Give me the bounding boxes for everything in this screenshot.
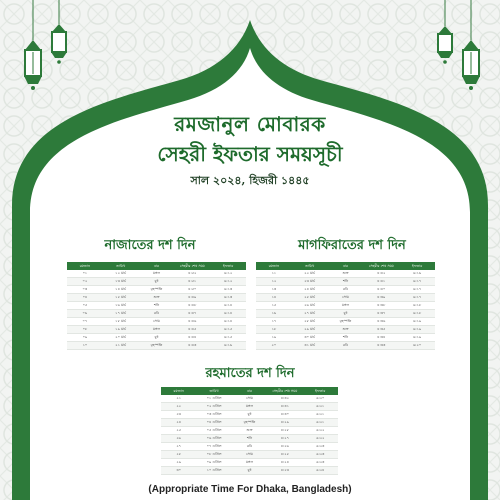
table-cell: ৬:১৩	[210, 286, 246, 294]
table-cell: ০৫	[67, 302, 103, 310]
table-cell: ৬:১৮	[399, 310, 435, 318]
table-cell: রবি	[139, 310, 175, 318]
table-cell: বৃহস্পতি	[232, 419, 267, 427]
table-row	[67, 286, 246, 294]
table-row	[161, 451, 338, 459]
table-cell: রবি	[328, 342, 364, 350]
table-cell: ৬:১৯	[399, 318, 435, 326]
table-cell: শুক্র	[232, 427, 267, 435]
table-cell: ৪:২৫	[267, 451, 302, 459]
table-cell: ৬:১৭	[399, 294, 435, 302]
table-cell: ১৭ মার্চ	[103, 310, 139, 318]
hanging-lantern-icon	[20, 0, 46, 100]
table-cell: ৬:১২	[210, 278, 246, 286]
table-cell: ০৬ এপ্রিল	[196, 435, 231, 443]
table-cell: ১৩	[256, 286, 292, 294]
table-cell: বৃহস্পতি	[328, 318, 364, 326]
table-cell: ০৫ এপ্রিল	[196, 427, 231, 435]
table-cell: ৪:৪৪	[174, 334, 210, 342]
table-row	[256, 326, 435, 334]
table-cell: ৪:৪৯	[174, 294, 210, 302]
table-cell: ৪:৩১	[267, 403, 302, 411]
table-row	[161, 411, 338, 419]
column-header: ইফতার	[222, 263, 234, 268]
table-row	[256, 270, 435, 278]
table-row	[161, 443, 338, 451]
column-header: বার	[153, 263, 159, 268]
column-header: তারিখ	[209, 388, 219, 393]
table-cell: ৬:২৪	[303, 467, 338, 475]
table-cell: ৬:১৮	[399, 302, 435, 310]
table-cell: ২৪	[161, 419, 196, 427]
table-cell: ২৯ মার্চ	[292, 326, 328, 334]
table-row	[256, 302, 435, 310]
table-cell: মঙ্গল	[139, 270, 175, 278]
table-cell: ২৩ মার্চ	[292, 278, 328, 286]
table-row	[161, 427, 338, 435]
table-cell: ৪:৩০	[267, 411, 302, 419]
table-cell: ১৯ মার্চ	[103, 326, 139, 334]
column-header: রমজান	[268, 263, 280, 268]
column-header: তারিখ	[116, 263, 126, 268]
schedule-table-first	[67, 262, 246, 350]
table-cell: ৪:৫২	[174, 270, 210, 278]
table-cell: ৬:২৩	[303, 451, 338, 459]
table-cell: ১৪ মার্চ	[103, 286, 139, 294]
table-cell: ২৩	[161, 411, 196, 419]
table-row	[67, 334, 246, 342]
table-cell: ২৭	[161, 443, 196, 451]
table-cell: ৬:১৯	[399, 334, 435, 342]
table-cell: ২২ মার্চ	[292, 270, 328, 278]
table-cell: ৪:৩২	[267, 395, 302, 403]
table-cell: ৪:২৩	[267, 467, 302, 475]
table-cell: বৃহস্পতি	[139, 286, 175, 294]
table-row	[161, 403, 338, 411]
table-cell: শুক্র	[328, 270, 364, 278]
table-cell: ৪:৪৭	[174, 310, 210, 318]
table-cell: ১১	[256, 270, 292, 278]
table-cell: বুধ	[139, 334, 175, 342]
table-cell: ৬:১৬	[399, 270, 435, 278]
table-cell: ১৫ মার্চ	[103, 294, 139, 302]
table-cell: ১৯	[256, 334, 292, 342]
location-note: (Appropriate Time For Dhaka, Bangladesh)	[148, 484, 352, 495]
table-cell: ০৬	[67, 310, 103, 318]
table-row	[67, 342, 246, 350]
table-cell: বুধ	[232, 411, 267, 419]
table-cell: মঙ্গল	[232, 403, 267, 411]
table-row	[161, 419, 338, 427]
table-cell: ২৫ মার্চ	[292, 294, 328, 302]
table-row	[67, 318, 246, 326]
table-row	[256, 342, 435, 350]
table-cell: রবি	[232, 443, 267, 451]
table-cell: ২১	[161, 395, 196, 403]
table-cell: ৬:২৩	[303, 459, 338, 467]
table-cell: রবি	[328, 286, 364, 294]
table-cell: ২৬	[161, 435, 196, 443]
page-subtitle: সেহরী ইফতার সময়সূচী	[157, 142, 343, 166]
table-row	[67, 270, 246, 278]
table-cell: ১২ মার্চ	[103, 270, 139, 278]
table-row	[161, 435, 338, 443]
hanging-lantern-icon	[458, 0, 484, 100]
table-row	[67, 326, 246, 334]
table-cell: ১৮	[256, 326, 292, 334]
table-cell: ২৯	[161, 459, 196, 467]
table-cell: ০৩ এপ্রিল	[196, 411, 231, 419]
column-header: তারিখ	[305, 263, 315, 268]
table-cell: ২২	[161, 403, 196, 411]
table-cell: ১৮ মার্চ	[103, 318, 139, 326]
table-cell: ৬:২২	[303, 435, 338, 443]
table-cell: ৬:২০	[399, 342, 435, 350]
table-cell: ৪:৪১	[363, 278, 399, 286]
table-cell: সোম	[328, 294, 364, 302]
table-cell: ০৪ এপ্রিল	[196, 419, 231, 427]
table-row	[67, 302, 246, 310]
table-cell: বুধ	[232, 467, 267, 475]
table-cell: ০১ এপ্রিল	[196, 395, 231, 403]
table-cell: শনি	[328, 278, 364, 286]
table-cell: ২০ মার্চ	[103, 334, 139, 342]
hanging-lantern-icon	[46, 0, 72, 80]
table-cell: ৬:১৪	[210, 318, 246, 326]
schedule-table-third	[161, 387, 338, 475]
table-cell: ২৮ মার্চ	[292, 318, 328, 326]
table-cell: ৪:৩৫	[363, 326, 399, 334]
column-header: রমজান	[173, 388, 184, 393]
table-cell: ৪:২৪	[267, 459, 302, 467]
table-cell: ১৫	[256, 302, 292, 310]
table-cell: ৬:২১	[303, 403, 338, 411]
table-cell: শুক্র	[328, 326, 364, 334]
table-cell: সোম	[139, 318, 175, 326]
table-row	[256, 334, 435, 342]
table-cell: মঙ্গল	[328, 302, 364, 310]
table-cell: ০৭ এপ্রিল	[196, 443, 231, 451]
table-row	[161, 459, 338, 467]
table-cell: ৬:২১	[303, 419, 338, 427]
table-cell: ২৪ মার্চ	[292, 286, 328, 294]
table-cell: ৪:৫০	[174, 286, 210, 294]
table-cell: ০৩	[67, 286, 103, 294]
table-cell: ৬:২২	[303, 427, 338, 435]
table-cell: ১০ এপ্রিল	[196, 467, 231, 475]
table-cell: ৬:১৪	[210, 310, 246, 318]
table-cell: ৪:৩৩	[363, 342, 399, 350]
table-cell: ৬:২৩	[303, 443, 338, 451]
section-title-second: মাগফিরাতের দশ দিন	[298, 238, 406, 253]
section-title-third: রহমাতের দশ দিন	[205, 366, 295, 381]
table-cell: ৬:১৭	[399, 286, 435, 294]
table-cell: ৬:১৫	[210, 334, 246, 342]
table-cell: ০৭	[67, 318, 103, 326]
table-cell: ০৯	[67, 334, 103, 342]
table-cell: ৩০	[161, 467, 196, 475]
table-row	[67, 310, 246, 318]
table-cell: ২৫	[161, 427, 196, 435]
column-header: সেহরীর শেষ সময়	[272, 388, 298, 393]
table-cell: ৪:৩৮	[363, 302, 399, 310]
table-cell: সোম	[232, 451, 267, 459]
table-cell: ৬:১৯	[399, 326, 435, 334]
table-cell: ৬:২০	[303, 395, 338, 403]
table-cell: ৩১ মার্চ	[292, 342, 328, 350]
table-cell: ০৯ এপ্রিল	[196, 459, 231, 467]
table-row	[256, 294, 435, 302]
table-cell: ১৪	[256, 294, 292, 302]
schedule-table-second	[256, 262, 435, 350]
table-cell: ৬:১৭	[399, 278, 435, 286]
table-cell: ৪:৪৫	[174, 326, 210, 334]
table-cell: ৪:৪৮	[174, 302, 210, 310]
table-row	[256, 318, 435, 326]
table-cell: ৪:৪৩	[174, 342, 210, 350]
table-cell: বুধ	[139, 278, 175, 286]
table-cell: ১৬ মার্চ	[103, 302, 139, 310]
table-row	[256, 278, 435, 286]
table-row	[256, 286, 435, 294]
table-cell: ১৩ মার্চ	[103, 278, 139, 286]
table-row	[67, 294, 246, 302]
table-cell: ৬:২১	[303, 411, 338, 419]
table-cell: ২৭ মার্চ	[292, 310, 328, 318]
hanging-lantern-icon	[432, 0, 458, 70]
table-cell: বৃহস্পতি	[139, 342, 175, 350]
table-cell: ৬:১৫	[210, 326, 246, 334]
column-header: সেহরীর শেষ সময়	[179, 263, 205, 268]
table-cell: ২১ মার্চ	[103, 342, 139, 350]
table-cell: ০২ এপ্রিল	[196, 403, 231, 411]
column-header: ইফতার	[315, 388, 326, 393]
table-cell: ০৮ এপ্রিল	[196, 451, 231, 459]
table-cell: মঙ্গল	[139, 326, 175, 334]
table-cell: ৬:১৩	[210, 294, 246, 302]
table-cell: ৪:৩৯	[363, 294, 399, 302]
table-cell: ০২	[67, 278, 103, 286]
table-header-row	[67, 262, 246, 270]
table-header-row	[256, 262, 435, 270]
table-cell: ৬:১৬	[210, 342, 246, 350]
table-cell: ৪:২৭	[267, 435, 302, 443]
table-cell: ২৬ মার্চ	[292, 302, 328, 310]
table-row	[67, 278, 246, 286]
table-cell: ২০	[256, 342, 292, 350]
table-cell: ৪:৪০	[363, 286, 399, 294]
table-cell: ০৪	[67, 294, 103, 302]
table-cell: ০১	[67, 270, 103, 278]
table-cell: ৪:২৬	[267, 443, 302, 451]
table-row	[161, 467, 338, 475]
table-cell: সোম	[232, 395, 267, 403]
column-header: রমজান	[79, 263, 91, 268]
table-cell: ৪:২৮	[267, 427, 302, 435]
table-cell: মঙ্গল	[232, 459, 267, 467]
column-header: সেহরীর শেষ সময়	[368, 263, 394, 268]
table-cell: শনি	[328, 334, 364, 342]
table-cell: ১৭	[256, 318, 292, 326]
table-cell: ০৮	[67, 326, 103, 334]
table-cell: ৪:৪৬	[174, 318, 210, 326]
table-cell: ৪:৫১	[174, 278, 210, 286]
table-row	[161, 395, 338, 403]
table-header-row	[161, 387, 338, 395]
table-cell: ৪:৩৪	[363, 334, 399, 342]
table-cell: ৪:৩৬	[363, 318, 399, 326]
table-cell: ১২	[256, 278, 292, 286]
table-cell: ৬:১৪	[210, 302, 246, 310]
column-header: বার	[246, 388, 252, 393]
table-cell: ৪:২৯	[267, 419, 302, 427]
column-header: ইফতার	[411, 263, 423, 268]
year-label: সাল ২০২৪, হিজরী ১৪৪৫	[190, 174, 310, 187]
table-cell: শনি	[232, 435, 267, 443]
table-cell: ৬:১২	[210, 270, 246, 278]
table-cell: ৩০ মার্চ	[292, 334, 328, 342]
page-title: রমজানুল মোবারক	[174, 112, 326, 136]
column-header: বার	[342, 263, 348, 268]
table-row	[256, 310, 435, 318]
table-cell: ১০	[67, 342, 103, 350]
table-cell: শনি	[139, 302, 175, 310]
table-cell: ৪:৩৭	[363, 310, 399, 318]
table-cell: শুক্র	[139, 294, 175, 302]
table-cell: বুধ	[328, 310, 364, 318]
table-cell: ১৬	[256, 310, 292, 318]
table-cell: ২৮	[161, 451, 196, 459]
table-cell: ৪:৪২	[363, 270, 399, 278]
section-title-first: নাজাতের দশ দিন	[104, 238, 196, 253]
